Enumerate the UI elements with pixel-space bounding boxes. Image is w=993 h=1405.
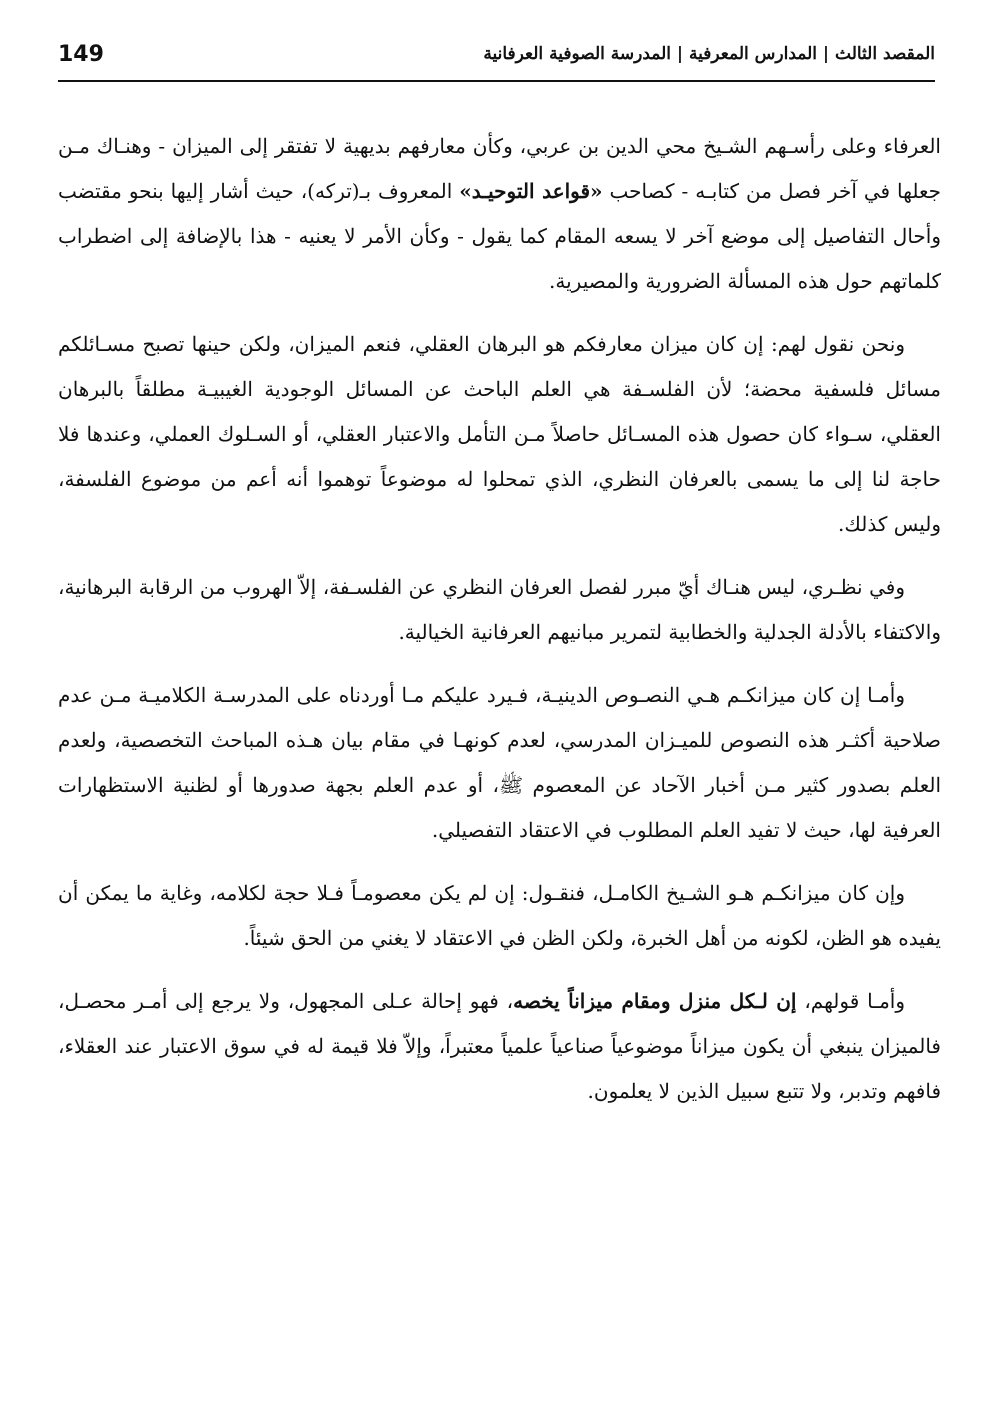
- paragraph-6: [58, 979, 941, 1114]
- page-header: [58, 38, 935, 82]
- book-title-qawaid-al-tawhid: «قواعد التوحيـد»: [459, 179, 603, 203]
- paragraph-6-text-a: وأمـا قولهم،: [796, 989, 905, 1013]
- paragraph-4: وأمـا إن كان ميزانكـم هـي النصـوص الدينيـة، فـيرد عليكم مـا أوردناه على المدرسـة الكلاميـة مـن عدم صلاحية أكثـر هذه النصوص للميـزان المدرسي، لعدم كونهـا في مقام بيان هـذه المباحث التخصصية، ولعدم العلم بصدور كثير مـن أخبار الآحاد عن المعصوم ﷺ، أو عدم العلم بجهة صدورها أو لظنية الاستظهارات العرفية لها، حيث لا تفيد العلم المطلوب في الاعتقاد التفصيلي.: [58, 683, 941, 842]
- paragraph-2: ونحن نقول لهم: إن كان ميزان معارفكم هو البرهان العقلي، فنعم الميزان، ولكن حينها تصبح مسـائلكم مسائل فلسفية محضة؛ لأن الفلسـفة هي العلم الباحث عن المسائل الوجودية الغيبيـة مطلقاً بالبرهان العقلي، سـواء كان حصول هذه المسـائل حاصلاً مـن التأمل والاعتبار العقلي، أو السـلوك العملي، وعندها فلا حاجة لنا إلى ما يسمى بالعرفان النظري، الذي تمحلوا له موضوعاً توهموا أنه أعم من موضوع الفلسفة، وليس كذلك.: [58, 332, 941, 536]
- paragraph-6-text-b: ، فهو إحالة عـلى المجهول، ولا يرجع إلى أمـر محصـل، فالميزان ينبغي أن يكون ميزاناً موضوعياً صناعياً علمياً معتبراً، وإلاّ فلا قيمة له في سوق الاعتبار عند العقلاء، فافهم وتدبر، ولا تتبع سبيل الذين لا يعلمون.: [58, 989, 941, 1103]
- paragraph-1-text-b: المعروف بـ(تركه)، حيث أشار إليها بنحو مقتضب وأحال التفاصيل إلى موضع آخر لا يسعه المقام كما يقول - وكأن الأمر لا يعنيه - هذا بالإضافة إلى اضطراب كلماتهم حول هذه المسألة الضرورية والمصيرية.: [58, 179, 941, 293]
- paragraph-1-text-a: العرفاء وعلى رأسـهم الشـيخ محي الدين بن عربي، وكأن معارفهم بديهية لا تفتقر إلى الميزان - وهنـاك مـن جعلها في آخر فصل من كتابـه - كصاحب: [58, 134, 942, 203]
- body-text: [58, 124, 941, 1132]
- paragraph-3: وفي نظـري، ليس هنـاك أيّ مبرر لفصل العرفان النظري عن الفلسـفة، إلاّ الهروب من الرقابة البرهانية، والاكتفاء بالأدلة الجدلية والخطابية لتمرير مبانيهم العرفانية الخيالية.: [58, 575, 941, 644]
- quoted-claim-bold: إن لـكل منزل ومقام ميزاناً يخصه: [513, 989, 797, 1013]
- running-head: المقصد الثالث | المدارس المعرفية | المدرسة الصوفية العرفانية: [483, 44, 935, 64]
- paragraph-5: وإن كان ميزانكـم هـو الشـيخ الكامـل، فنقـول: إن لم يكن معصومـاً فـلا حجة لكلامه، وغاية ما يمكن أن يفيده هو الظن، لكونه من أهل الخبرة، ولكن الظن في الاعتقاد لا يغني من الحق شيئاً.: [58, 881, 941, 950]
- paragraph-1: [58, 124, 941, 304]
- page-number: 149: [58, 42, 104, 67]
